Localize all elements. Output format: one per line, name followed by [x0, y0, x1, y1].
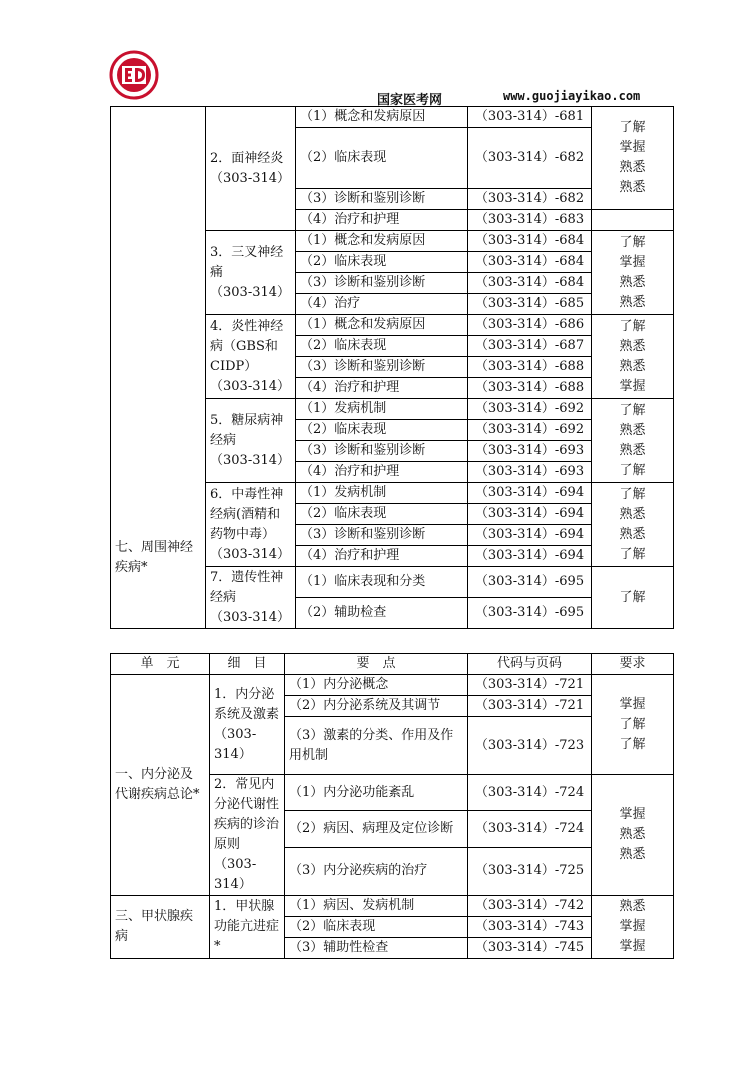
requirement-cell: 了解 熟悉 熟悉 了解	[592, 483, 674, 567]
code-cell: （303-314）-688	[468, 378, 592, 399]
requirement-cell: 了解	[592, 567, 674, 629]
code-cell: （303-314）-687	[468, 336, 592, 357]
code-cell: （303-314）-723	[468, 717, 592, 775]
code-cell: （303-314）-724	[468, 811, 592, 847]
table-row	[111, 896, 674, 917]
point-cell: （1）概念和发病原因	[296, 315, 468, 336]
point-cell: （2）临床表现	[296, 252, 468, 273]
point-cell: （2）辅助检查	[296, 598, 468, 629]
code-cell: （303-314）-694	[468, 525, 592, 546]
code-cell: （303-314）-721	[468, 675, 592, 696]
requirement-cell: 掌握 了解 了解	[592, 675, 674, 775]
code-cell: （303-314）-684	[468, 252, 592, 273]
header-unit: 单 元	[111, 654, 210, 675]
point-cell: （3）诊断和鉴别诊断	[296, 525, 468, 546]
code-cell: （303-314）-682	[468, 128, 592, 189]
code-cell: （303-314）-745	[468, 938, 592, 959]
point-cell: （4）治疗	[296, 294, 468, 315]
requirement-cell: 了解 熟悉 熟悉 掌握	[592, 315, 674, 399]
point-cell: （2）临床表现	[296, 504, 468, 525]
code-cell: （303-314）-694	[468, 483, 592, 504]
point-cell: （2）内分泌系统及其调节	[285, 696, 468, 717]
unit-label: 一、内分泌及代谢疾病总论*	[111, 675, 210, 896]
code-cell: （303-314）-692	[468, 420, 592, 441]
site-logo	[108, 50, 160, 100]
code-cell: （303-314）-693	[468, 462, 592, 483]
table-row	[111, 107, 674, 128]
requirement-cell: 了解 熟悉 熟悉 了解	[592, 399, 674, 483]
point-cell: （3）诊断和鉴别诊断	[296, 189, 468, 210]
point-cell: （3）诊断和鉴别诊断	[296, 357, 468, 378]
point-cell: （3）激素的分类、作用及作用机制	[285, 717, 468, 775]
syllabus-table-1	[110, 106, 674, 629]
header-sub: 细 目	[210, 654, 285, 675]
point-cell: （4）治疗和护理	[296, 546, 468, 567]
point-cell: （3）诊断和鉴别诊断	[296, 273, 468, 294]
code-cell: （303-314）-682	[468, 189, 592, 210]
point-cell: （1）临床表现和分类	[296, 567, 468, 598]
code-cell: （303-314）-721	[468, 696, 592, 717]
sub-item: 6．中毒性神经病(酒精和药物中毒） （303-314）	[206, 483, 296, 567]
point-cell: （3）诊断和鉴别诊断	[296, 441, 468, 462]
sub-item: 1．甲状腺功能亢进症*	[210, 896, 285, 959]
point-cell: （2）临床表现	[285, 917, 468, 938]
code-cell: （303-314）-684	[468, 273, 592, 294]
code-cell: （303-314）-743	[468, 917, 592, 938]
table-header-row	[111, 654, 674, 675]
sub-item: 1．内分泌系统及激素 （303-314）	[210, 675, 285, 775]
code-cell: （303-314）-683	[468, 210, 592, 231]
point-cell: （4）治疗和护理	[296, 378, 468, 399]
point-cell: （1）发病机制	[296, 399, 468, 420]
requirement-cell: 了解 掌握 熟悉 熟悉	[592, 231, 674, 315]
code-cell: （303-314）-688	[468, 357, 592, 378]
unit-label: 七、周围神经疾病*	[115, 540, 194, 575]
code-cell: （303-314）-742	[468, 896, 592, 917]
point-cell: （4）治疗和护理	[296, 210, 468, 231]
sub-item: 3．三叉神经痛 （303-314）	[206, 231, 296, 315]
point-cell: （2）临床表现	[296, 336, 468, 357]
code-cell: （303-314）-724	[468, 775, 592, 811]
point-cell: （2）临床表现	[296, 128, 468, 189]
header-url: www.guojiayikao.com	[503, 89, 641, 103]
point-cell: （1）概念和发病原因	[296, 231, 468, 252]
point-cell: （4）治疗和护理	[296, 462, 468, 483]
requirement-cell: 熟悉 掌握 掌握	[592, 896, 674, 959]
sub-item: 2．常见内分泌代谢性疾病的诊治原则 （303-314）	[210, 775, 285, 896]
point-cell: （1）发病机制	[296, 483, 468, 504]
code-cell: （303-314）-692	[468, 399, 592, 420]
code-cell: （303-314）-695	[468, 598, 592, 629]
point-cell: （3）内分泌疾病的治疗	[285, 847, 468, 895]
syllabus-table-2	[110, 653, 674, 959]
unit-label: 三、甲状腺疾病	[111, 896, 210, 959]
point-cell: （1）内分泌功能紊乱	[285, 775, 468, 811]
header-req: 要求	[592, 654, 674, 675]
sub-item: 2．面神经炎 （303-314）	[206, 107, 296, 231]
code-cell: （303-314）-695	[468, 567, 592, 598]
code-cell: （303-314）-685	[468, 294, 592, 315]
code-cell: （303-314）-693	[468, 441, 592, 462]
sub-item: 4．炎性神经病（GBS和CIDP） （303-314）	[206, 315, 296, 399]
code-cell: （303-314）-684	[468, 231, 592, 252]
code-cell: （303-314）-681	[468, 107, 592, 128]
point-cell: （1）病因、发病机制	[285, 896, 468, 917]
requirement-cell: 掌握 熟悉 熟悉	[592, 775, 674, 896]
point-cell: （1）概念和发病原因	[296, 107, 468, 128]
code-cell: （303-314）-725	[468, 847, 592, 895]
code-cell: （303-314）-686	[468, 315, 592, 336]
sub-item: 7．遗传性神经病 （303-314）	[206, 567, 296, 629]
table-row	[111, 675, 674, 696]
header-point: 要 点	[285, 654, 468, 675]
code-cell: （303-314）-694	[468, 504, 592, 525]
code-cell: （303-314）-694	[468, 546, 592, 567]
point-cell: （2）临床表现	[296, 420, 468, 441]
point-cell: （3）辅助性检查	[285, 938, 468, 959]
point-cell: （2）病因、病理及定位诊断	[285, 811, 468, 847]
point-cell: （1）内分泌概念	[285, 675, 468, 696]
header-code: 代码与页码	[468, 654, 592, 675]
requirement-cell-empty	[592, 210, 674, 231]
header-site-name: 国家医考网	[377, 93, 443, 108]
requirement-cell: 了解 掌握 熟悉 熟悉	[592, 107, 674, 210]
sub-item: 5．糖尿病神经病 （303-314）	[206, 399, 296, 483]
unit-cell	[111, 107, 206, 629]
